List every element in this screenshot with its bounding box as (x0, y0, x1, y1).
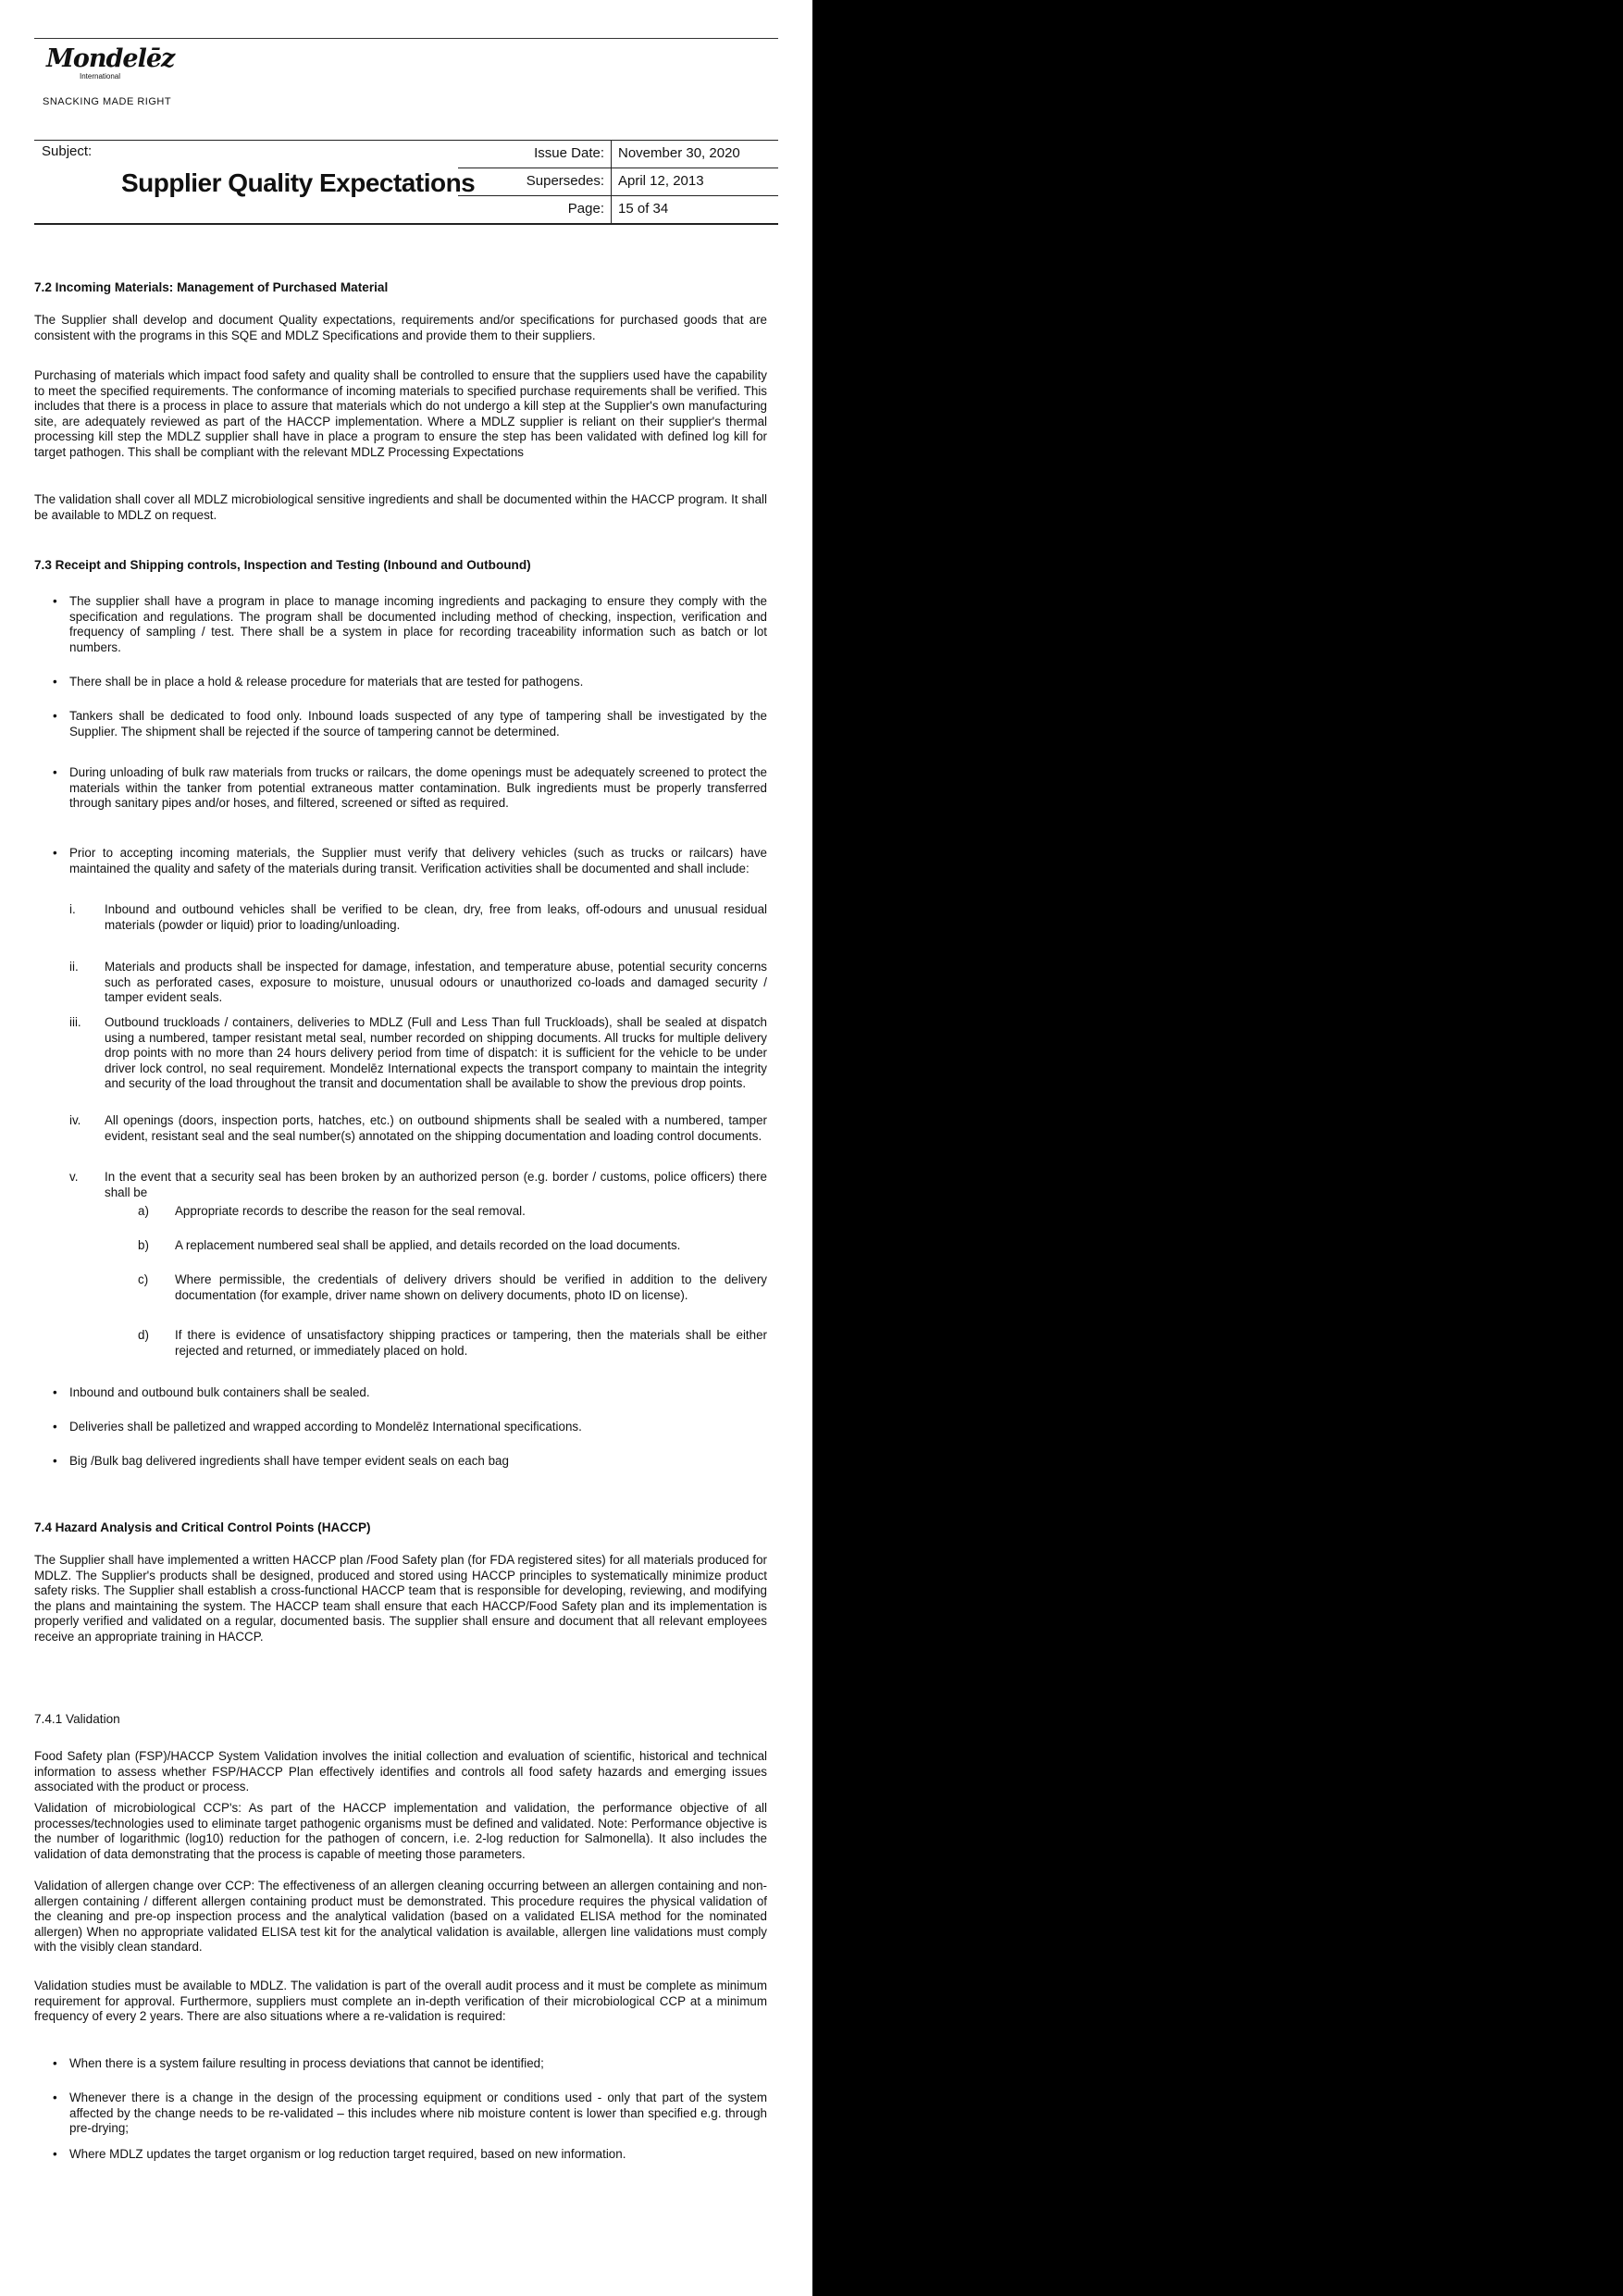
meta-row-supersedes (458, 168, 778, 196)
company-logo (46, 44, 175, 89)
top-rule (34, 38, 778, 39)
list-item: • During unloading of bulk raw materials from trucks or railcars, the dome openings must be adequately screened to protect the materials within the tanker from potential extraneous matter contamination. Bulk ingredients must be properly transferred through sanitary pipes and/or hoses, and filtered, screened or sifted as required. (53, 765, 767, 811)
alpha-list-item: a) Appropriate records to describe the reason for the seal removal. (138, 1204, 526, 1218)
bullet: • (53, 765, 57, 779)
alpha-list-item: d) If there is evidence of unsatisfactory shipping practices or tampering, then the materials shall be either rejected and returned, or immediately placed on hold. (138, 1328, 767, 1358)
paragraph: The Supplier shall develop and document Quality expectations, requirements and/or specifications for purchased goods that are consistent with the programs in this SQE and MDLZ Specifications and provide them to their suppliers. (34, 313, 767, 342)
meta-label: Supersedes: (458, 168, 612, 195)
bullet: • (53, 2147, 57, 2161)
meta-value: April 12, 2013 (618, 173, 704, 189)
list-item: • Whenever there is a change in the design of the processing equipment or conditions used - only that part of the system affected by the change needs to be re-validated – this includes where nib moisture content is lower than specified e.g. through pre-drying; (53, 2091, 767, 2136)
logo-subtext: International (80, 72, 121, 81)
meta-value: 15 of 34 (618, 201, 669, 217)
bullet: • (53, 1454, 57, 1468)
document-meta (458, 141, 778, 223)
subsection-heading-7-4-1: 7.4.1 Validation (34, 1712, 120, 1726)
bullet: • (53, 846, 57, 860)
roman-list-item: ii. Materials and products shall be inspected for damage, infestation, and temperature abuse, potential security concerns such as perforated cases, exposure to moisture, unusual odours or unauthorized co-loads and damaged security / tamper evident seals. (69, 960, 767, 1005)
list-item: • There shall be in place a hold & release procedure for materials that are tested for pathogens. (53, 675, 584, 689)
meta-label: Page: (458, 196, 612, 223)
list-item: • Deliveries shall be palletized and wrapped according to Mondelēz International specifications. (53, 1420, 582, 1433)
bullet: • (53, 709, 57, 723)
list-item: • Big /Bulk bag delivered ingredients shall have temper evident seals on each bag (53, 1454, 509, 1468)
subject-label: Subject: (42, 143, 93, 159)
paragraph: The validation shall cover all MDLZ microbiological sensitive ingredients and shall be documented within the HACCP program. It shall be available to MDLZ on request. (34, 492, 767, 522)
paragraph: The Supplier shall have implemented a written HACCP plan /Food Safety plan (for FDA registered sites) for all materials produced for MDLZ. The Supplier's products shall be designed, produced and stored using HACCP principles to systematically minimize product safety risks. The Supplier shall establish a cross-functional HACCP team that is responsible for developing, reviewing, and modifying the plans and maintaining the system. The HACCP team shall ensure that each HACCP/Food Safety plan and its implementation is properly verified and validated on a regular, documented basis. The supplier shall ensure and document that all relevant employees receive an appropriate training in HACCP. (34, 1553, 767, 1644)
alpha-list-item: c) Where permissible, the credentials of delivery drivers should be verified in addition to the delivery documentation (for example, driver name shown on delivery documents, photo ID on license). (138, 1272, 767, 1302)
bullet: • (53, 594, 57, 608)
alpha-list-item: b) A replacement numbered seal shall be applied, and details recorded on the load documents. (138, 1238, 681, 1252)
bullet: • (53, 1420, 57, 1433)
bullet: • (53, 675, 57, 689)
meta-value: November 30, 2020 (618, 145, 740, 161)
bullet: • (53, 2091, 57, 2104)
meta-label: Issue Date: (458, 141, 612, 168)
list-item: • When there is a system failure resulting in process deviations that cannot be identified; (53, 2056, 544, 2070)
paragraph: Food Safety plan (FSP)/HACCP System Validation involves the initial collection and evaluation of scientific, historical and technical information to assess whether FSP/HACCP Plan effectively identifies and controls all food safety hazards and emerging issues associated with the product or process. (34, 1749, 767, 1794)
document-header-table (34, 140, 778, 225)
roman-list-item: iv. All openings (doors, inspection ports, hatches, etc.) on outbound shipments shall be sealed with a numbered, tamper evident, resistant seal and the seal number(s) annotated on the shipping documentation and loading control documents. (69, 1113, 767, 1143)
section-heading-7-3: 7.3 Receipt and Shipping controls, Inspection and Testing (Inbound and Outbound) (34, 558, 531, 572)
bullet: • (53, 1385, 57, 1399)
roman-list-item: iii. Outbound truckloads / containers, deliveries to MDLZ (Full and Less Than full Truckloads), shall be sealed at dispatch using a numbered, tamper resistant metal seal, number recorded on shipping documents. All trucks for multiple delivery drop points with no more than 24 hours delivery period from time of dispatch: it is sufficient for the vehicle to be under driver lock control, no seal requirement. Mondelēz International expects the transport company to maintain the integrity and security of the load throughout the transit and documentation shall be available to show the previous drop points. (69, 1015, 767, 1091)
list-item: • The supplier shall have a program in place to manage incoming ingredients and packaging to ensure they comply with the specification and regulations. The program shall be documented including method of checking, inspection, verification and frequency of sampling / test. There shall be a system in place for recording traceability information such as batch or lot numbers. (53, 594, 767, 654)
paragraph: Validation of microbiological CCP's: As part of the HACCP implementation and validation, the performance objective of all processes/technologies used to eliminate target pathogenic organisms must be defined and validated. Note: Performance objective is the number of logarithmic (log10) reduction for the pathogen of concern, i.e. 2-log reduction for Salmonella). It also includes the validation of data demonstrating that the process is capable of meeting those parameters. (34, 1801, 767, 1861)
list-item: • Tankers shall be dedicated to food only. Inbound loads suspected of any type of tampering shall be investigated by the Supplier. The shipment shall be rejected if the source of tampering cannot be determined. (53, 709, 767, 738)
list-item: • Where MDLZ updates the target organism or log reduction target required, based on new information. (53, 2147, 626, 2161)
logo-wordmark: Mondelēz (46, 44, 175, 73)
paragraph: Validation of allergen change over CCP: The effectiveness of an allergen cleaning occurring between an allergen containing and non-allergen containing / different allergen containing product must be demonstrated. This procedure requires the physical validation of the cleaning and pre-op inspection process and the analytical validation (based on a validated ELISA method for the nominated allergen) When no appropriate validated ELISA test kit for the analytical validation is available, allergen line validations must comply with the visibly clean standard. (34, 1879, 767, 1955)
paragraph: Purchasing of materials which impact food safety and quality shall be controlled to ensure that the suppliers used have the capability to meet the specified requirements. The conformance of incoming materials to specified purchase requirements shall be verified. This includes that there is a process in place to assure that materials which do not undergo a kill step at the Supplier's own manufacturing site, are adequately reviewed as part of the HACCP implementation. Where a MDLZ supplier is reliant on their supplier's thermal processing kill step the MDLZ supplier shall have in place a program to ensure the step has been validated with defined log kill for target pathogen. This shall be compliant with the relevant MDLZ Processing Expectations (34, 368, 767, 459)
roman-list-item: i. Inbound and outbound vehicles shall be verified to be clean, dry, free from leaks, off-odours and unusual residual materials (powder or liquid) prior to loading/unloading. (69, 902, 767, 932)
section-heading-7-2: 7.2 Incoming Materials: Management of Purchased Material (34, 280, 389, 294)
list-item: • Prior to accepting incoming materials, the Supplier must verify that delivery vehicles (such as trucks or railcars) have maintained the quality and safety of the materials during transit. Verification activities shall be documented and shall include: (53, 846, 767, 875)
paragraph: Validation studies must be available to MDLZ. The validation is part of the overall audit process and it must be complete as minimum requirement for approval. Furthermore, suppliers must complete an in-depth verification of their microbiological CCP at a minimum frequency of every 2 years. There are also situations where a re-validation is required: (34, 1979, 767, 2024)
meta-row-page (458, 196, 778, 223)
section-heading-7-4: 7.4 Hazard Analysis and Critical Control Points (HACCP) (34, 1520, 371, 1534)
bullet: • (53, 2056, 57, 2070)
meta-row-issue-date (458, 141, 778, 168)
document-title: Supplier Quality Expectations (121, 168, 476, 197)
list-item: • Inbound and outbound bulk containers shall be sealed. (53, 1385, 370, 1399)
roman-list-item: v. In the event that a security seal has been broken by an authorized person (e.g. border / customs, police officers) there shall be (69, 1170, 767, 1199)
tagline: SNACKING MADE RIGHT (43, 96, 172, 107)
